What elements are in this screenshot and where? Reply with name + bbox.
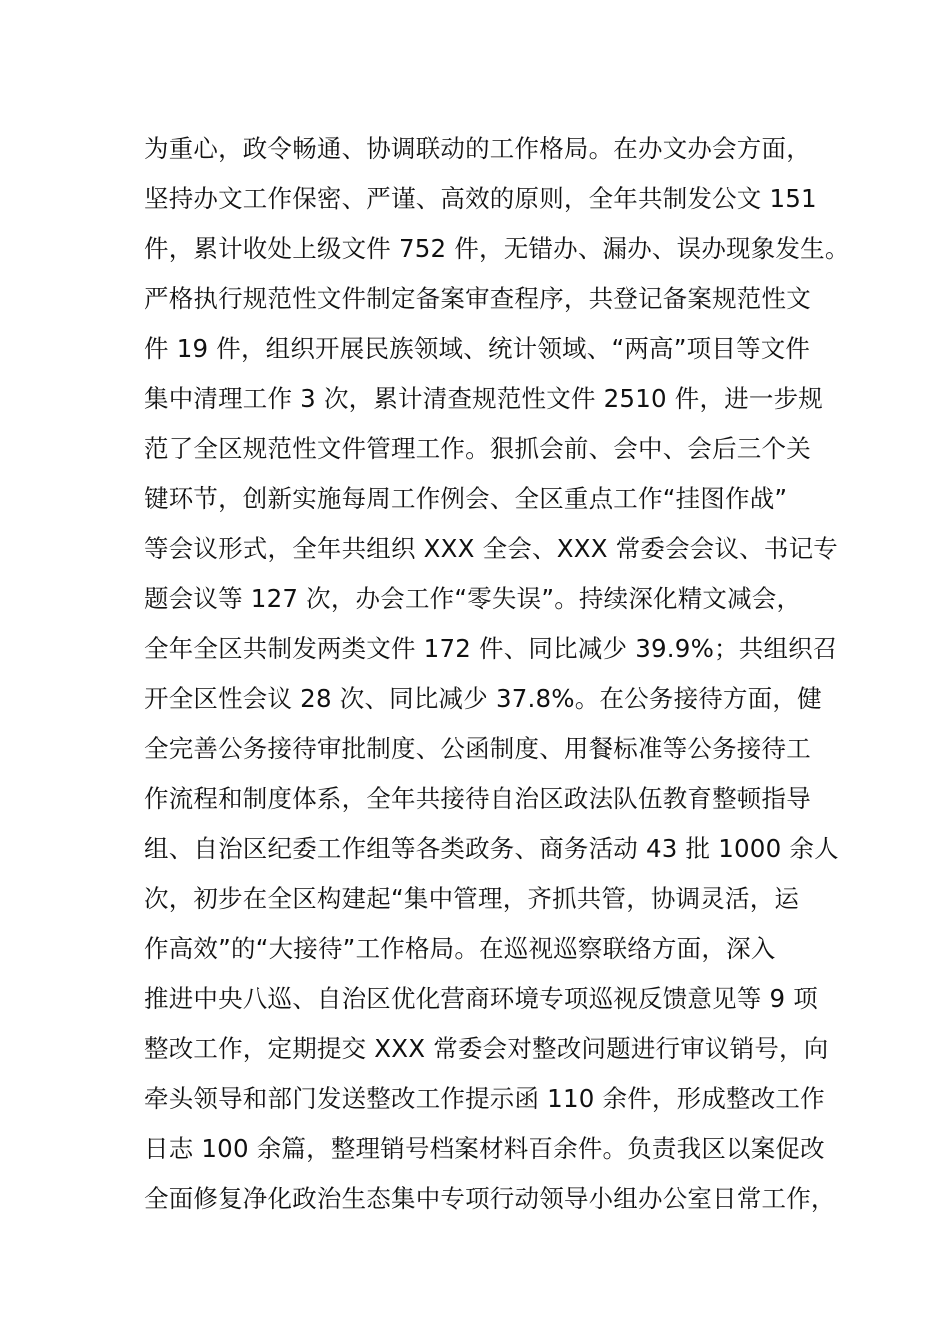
text-line: 作流程和制度体系，全年共接待自治区政法队伍教育整顿指导 xyxy=(144,784,811,813)
text-line: 严格执行规范性文件制定备案审查程序，共登记备案规范性文 xyxy=(144,284,811,313)
text-line: 集中清理工作 3 次，累计清查规范性文件 2510 件，进一步规 xyxy=(144,384,823,413)
text-line: 范了全区规范性文件管理工作。狠抓会前、会中、会后三个关 xyxy=(144,434,811,463)
text-line: 全年全区共制发两类文件 172 件、同比减少 39.9%；共组织召 xyxy=(144,634,838,663)
text-line: 键环节，创新实施每周工作例会、全区重点工作“挂图作战” xyxy=(144,484,788,513)
text-line: 整改工作，定期提交 XXX 常委会对整改问题进行审议销号，向 xyxy=(144,1034,829,1063)
text-line: 题会议等 127 次，办会工作“零失误”。持续深化精文减会， xyxy=(144,584,802,613)
text-line: 作高效”的“大接待”工作格局。在巡视巡察联络方面，深入 xyxy=(144,934,776,963)
text-line: 件，累计收处上级文件 752 件，无错办、漏办、误办现象发生。 xyxy=(144,234,850,263)
text-line: 开全区性会议 28 次、同比减少 37.8%。在公务接待方面，健 xyxy=(144,684,822,713)
text-line: 组、自治区纪委工作组等各类政务、商务活动 43 批 1000 余人 xyxy=(144,834,839,863)
text-line: 推进中央八巡、自治区优化营商环境专项巡视反馈意见等 9 项 xyxy=(144,984,818,1013)
text-line: 坚持办文工作保密、严谨、高效的原则，全年共制发公文 151 xyxy=(144,184,817,213)
text-line: 全完善公务接待审批制度、公函制度、用餐标准等公务接待工 xyxy=(144,734,811,763)
text-line: 件 19 件，组织开展民族领域、统计领域、“两高”项目等文件 xyxy=(144,334,811,363)
text-line: 为重心，政令畅通、协调联动的工作格局。在办文办会方面， xyxy=(144,134,811,163)
body-paragraph xyxy=(144,124,850,1224)
text-line: 次，初步在全区构建起“集中管理，齐抓共管，协调灵活，运 xyxy=(144,884,800,913)
text-line: 牵头领导和部门发送整改工作提示函 110 余件，形成整改工作 xyxy=(144,1084,825,1113)
text-line: 等会议形式，全年共组织 XXX 全会、XXX 常委会会议、书记专 xyxy=(144,534,838,563)
text-line: 日志 100 余篇，整理销号档案材料百余件。负责我区以案促改 xyxy=(144,1134,825,1163)
text-line: 全面修复净化政治生态集中专项行动领导小组办公室日常工作， xyxy=(144,1184,836,1213)
